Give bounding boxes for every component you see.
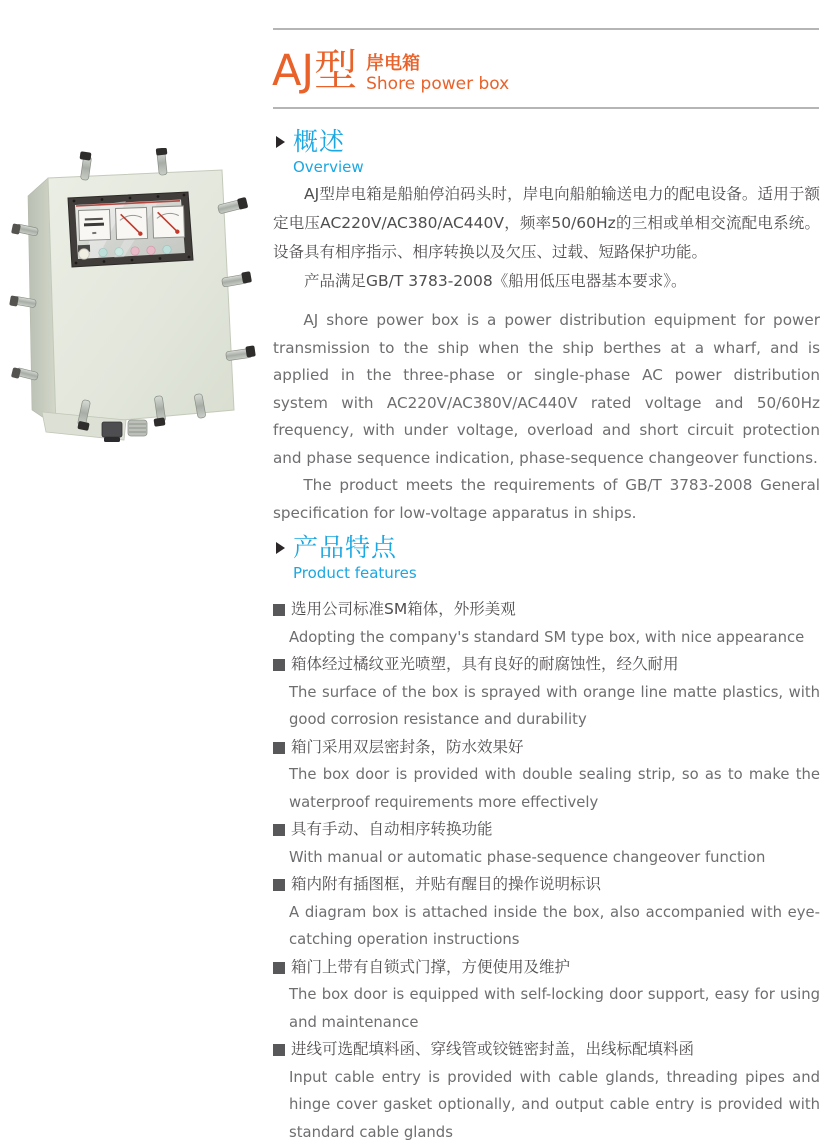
section-marker-triangle-icon: [276, 136, 285, 148]
overview-text-cn: [273, 180, 820, 296]
section-marker-triangle-icon: [276, 542, 285, 554]
indicator-pink: [147, 246, 155, 254]
product-name-cn: 岸电箱: [366, 53, 509, 74]
feature-en: Adopting the company's standard SM type box, with nice appearance: [273, 624, 820, 652]
square-bullet-icon: [273, 962, 285, 974]
overview-title-en: Overview: [293, 158, 364, 176]
cable-gland-dark: [102, 422, 122, 442]
feature-cn: 箱内附有插图框，并贴有醒目的操作说明标识: [273, 871, 820, 899]
feature-cn: 具有手动、自动相序转换功能: [273, 816, 820, 844]
square-bullet-icon: [273, 659, 285, 671]
feature-en: A diagram box is attached inside the box, also accompanied with eye-catching operation instructions: [273, 899, 820, 954]
features-title-en: Product features: [293, 564, 417, 582]
square-bullet-icon: [273, 742, 285, 754]
feature-item: [273, 871, 820, 954]
square-bullet-icon: [273, 1044, 285, 1056]
square-bullet-icon: [273, 879, 285, 891]
shore-power-box-illustration: [9, 148, 256, 442]
feature-en: The box door is provided with double sealing strip, so as to make the waterproof requirements more effectively: [273, 761, 820, 816]
feature-cn: 箱门上带有自锁式门撑，方便使用及维护: [273, 954, 820, 982]
feature-cn: 箱门采用双层密封条，防水效果好: [273, 734, 820, 762]
indicator-teal: [115, 248, 123, 256]
feature-item: [273, 816, 820, 871]
overview-section-header: [273, 127, 364, 176]
feature-cn: 箱体经过橘纹亚光喷塑，具有良好的耐腐蚀性，经久耐用: [273, 651, 820, 679]
overview-text-en: [273, 307, 820, 527]
feature-cn: 进线可选配填料函、穿线管或铰链密封盖，出线标配填料函: [273, 1036, 820, 1064]
feature-cn: 选用公司标准SM箱体，外形美观: [273, 596, 820, 624]
overview-cn-paragraph: 产品满足GB/T 3783-2008《船用低压电器基本要求》。: [273, 267, 820, 296]
voltmeter: [78, 209, 110, 240]
feature-en: With manual or automatic phase-sequence changeover function: [273, 844, 820, 872]
indicator-teal: [99, 248, 107, 256]
top-divider: [273, 28, 819, 30]
model-name: AJ型: [272, 48, 357, 94]
overview-en-paragraph: AJ shore power box is a power distribution equipment for power transmission to the ship when the ship berthes at a wharf, and is applied in the three-phase or single-phase AC power distribution system with AC220V/AC380V/AC440V rated voltage and 50/60Hz frequency, with under voltage, overload and short circuit protection and phase sequence indication, phase-sequence changeover functions.: [273, 307, 820, 472]
ammeter-2: [152, 206, 184, 238]
ammeter-1: [115, 207, 147, 239]
latch: [156, 148, 168, 175]
features-section-header: [273, 533, 417, 582]
square-bullet-icon: [273, 824, 285, 836]
feature-en: Input cable entry is provided with cable glands, threading pipes and hinge cover gasket optionally, and output cable entry is provided with standard cable glands: [273, 1064, 820, 1146]
feature-list: [273, 596, 820, 1146]
feature-item: [273, 596, 820, 651]
feature-item: [273, 954, 820, 1037]
feature-en: The surface of the box is sprayed with orange line matte plastics, with good corrosion resistance and durability: [273, 679, 820, 734]
overview-en-paragraph: The product meets the requirements of GB/T 3783-2008 General specification for low-voltage apparatus in ships.: [273, 472, 820, 527]
indicator-teal: [163, 245, 171, 253]
feature-item: [273, 1036, 820, 1146]
feature-item: [273, 734, 820, 817]
indicator-white: [79, 249, 89, 259]
overview-cn-paragraph: AJ型岸电箱是船舶停泊码头时，岸电向船舶输送电力的配电设备。适用于额定电压AC220V/AC380/AC440V，频率50/60Hz的三相或单相交流配电系统。设备具有相序指示、相序转换以及欠压、过载、短路保护功能。: [273, 180, 820, 267]
features-title-cn: 产品特点: [293, 533, 417, 563]
cable-gland-metal: [128, 420, 147, 436]
feature-item: [273, 651, 820, 734]
title-divider: [273, 107, 819, 109]
feature-en: The box door is equipped with self-locking door support, easy for using and maintenance: [273, 981, 820, 1036]
page-title: [272, 48, 509, 95]
product-name: [366, 53, 509, 95]
product-name-en: Shore power box: [366, 74, 509, 95]
square-bullet-icon: [273, 604, 285, 616]
product-photo: [6, 148, 258, 460]
overview-title-cn: 概述: [293, 127, 364, 157]
indicator-pink: [131, 247, 139, 255]
